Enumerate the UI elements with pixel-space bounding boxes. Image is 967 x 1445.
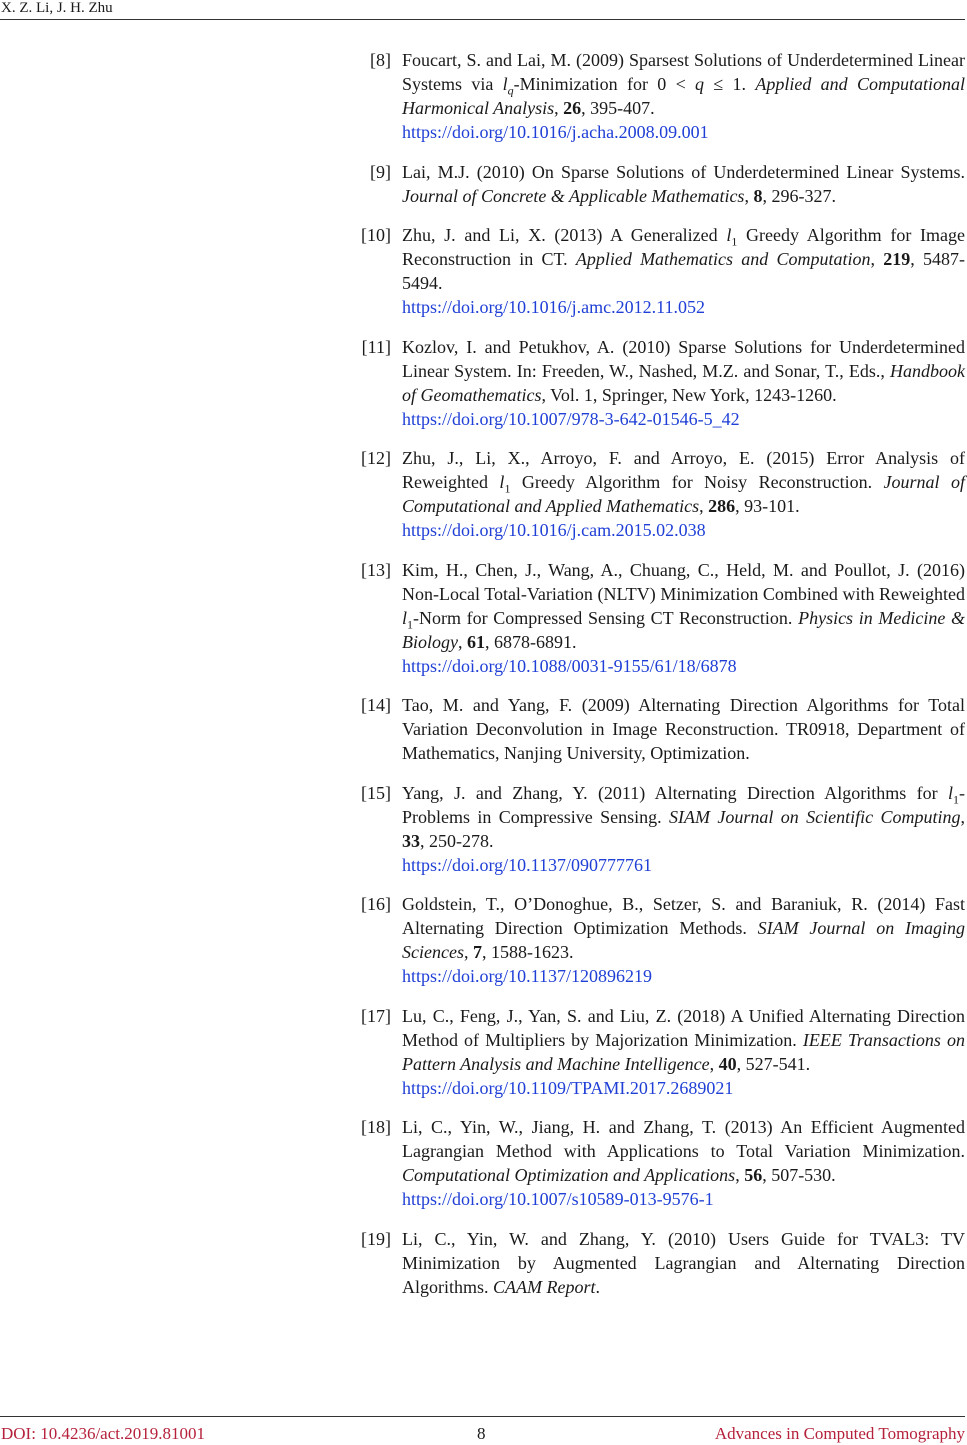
doi-link[interactable]: https://doi.org/10.1016/j.cam.2015.02.038 — [402, 520, 706, 540]
reference-journal: Applied and Computational Harmonical Analysis — [402, 74, 965, 118]
doi-link[interactable]: https://doi.org/10.1088/0031-9155/61/18/6878 — [402, 655, 737, 676]
reference-journal: Applied Mathematics and Computation — [575, 249, 871, 269]
running-head-authors: X. Z. Li, J. H. Zhu — [1, 0, 113, 16]
reference-journal: Journal of Computational and Applied Mathematics — [402, 472, 965, 516]
reference-body: Tao, M. and Yang, F. (2009) Alternating Direction Algorithms for Total Variation Deconvolution in Image Reconstruction. TR0918, Department of Mathematics, Nanjing University, Optimization. — [402, 695, 965, 763]
reference-body: Li, C., Yin, W., Jiang, H. and Zhang, T. (2013) An Efficient Augmented Lagrangian Method with Applications to Total Variation Minimization. Computational Optimization and Applications, 56, 507-530. — [402, 1117, 965, 1185]
reference-number: [14] — [361, 695, 391, 715]
doi-link[interactable]: https://doi.org/10.1016/j.acha.2008.09.001 — [402, 122, 709, 142]
reference-item — [360, 335, 965, 431]
reference-number: [11] — [361, 336, 391, 357]
running-head — [0, 0, 965, 20]
reference-journal: CAAM Report — [493, 1276, 596, 1297]
reference-number: [10] — [361, 225, 391, 245]
reference-item — [360, 446, 965, 542]
reference-number: [15] — [361, 782, 391, 803]
reference-body: Lai, M.J. (2010) On Sparse Solutions of Underdetermined Linear Systems. Journal of Concrete & Applicable Mathematics, 8, 296-327. — [402, 161, 965, 206]
reference-body: Kozlov, I. and Petukhov, A. (2010) Sparse Solutions for Underdetermined Linear System. In: Freeden, W., Nashed, M.Z. and Sonar, T., Eds., Handbook of Geomathematics, Vol. 1, Springer, New York, 1243-1260. — [402, 336, 965, 405]
reference-item — [360, 781, 965, 877]
reference-number: [18] — [361, 1117, 391, 1137]
reference-item — [360, 1004, 965, 1100]
reference-number: [17] — [361, 1005, 391, 1026]
reference-body: Lu, C., Feng, J., Yan, S. and Liu, Z. (2018) A Unified Alternating Direction Method of Multipliers by Majorization Minimization. IEEE Transactions on Pattern Analysis and Machine Intelligence, 40, 527-541. — [402, 1005, 965, 1074]
reference-volume: 8 — [753, 185, 763, 206]
reference-body: Foucart, S. and Lai, M. (2009) Sparsest Solutions of Underdetermined Linear Systems via $l_q$-Minimization for 0 < q ≤ 1. Applied and Computational Harmonical Analysis, 26, 395-407. — [402, 50, 965, 118]
footer-rule — [0, 1416, 965, 1417]
reference-volume: 219 — [883, 249, 911, 269]
reference-volume: 40 — [718, 1053, 737, 1074]
reference-volume: 61 — [467, 631, 485, 652]
reference-volume: 56 — [744, 1165, 763, 1185]
reference-body: Li, C., Yin, W. and Zhang, Y. (2010) Users Guide for TVAL3: TV Minimization by Augmented Lagrangian and Alternating Direction Algorithms. CAAM Report. — [402, 1228, 965, 1297]
reference-item — [360, 160, 965, 208]
reference-journal: IEEE Transactions on Pattern Analysis and Machine Intelligence — [402, 1029, 965, 1074]
reference-number: [12] — [361, 448, 391, 468]
reference-number: [9] — [370, 161, 391, 182]
reference-journal: Journal of Concrete & Applicable Mathematics — [402, 185, 745, 206]
reference-item — [360, 1115, 965, 1211]
reference-item — [360, 223, 965, 319]
reference-volume: 7 — [472, 942, 482, 962]
reference-body: Goldstein, T., O’Donoghue, B., Setzer, S. and Baraniuk, R. (2014) Fast Alternating Direction Optimization Methods. SIAM Journal on Imaging Sciences, 7, 1588-1623. — [402, 894, 965, 962]
reference-number: [16] — [361, 894, 391, 914]
doi-link[interactable]: https://doi.org/10.1007/s10589-013-9576-1 — [402, 1189, 714, 1209]
doi-link[interactable]: https://doi.org/10.1109/TPAMI.2017.2689021 — [402, 1077, 734, 1098]
footer-journal[interactable]: Advances in Computed Tomography — [714, 1424, 965, 1443]
reference-journal: Handbook of Geomathematics — [402, 360, 965, 405]
reference-body: Zhu, J. and Li, X. (2013) A Generalized $l_1$ Greedy Algorithm for Image Reconstruction in CT. Applied Mathematics and Computation, 219, 5487-5494. — [402, 225, 965, 293]
reference-item — [360, 1227, 965, 1299]
reference-journal: SIAM Journal on Scientific Computing — [669, 806, 961, 827]
reference-item — [360, 48, 965, 144]
reference-body: Kim, H., Chen, J., Wang, A., Chuang, C., Held, M. and Poullot, J. (2016) Non-Local Total-Variation (NLTV) Minimization Combined with Reweighted $l_1$-Norm for Compressed Sensing CT Reconstruction. Physics in Medicine & Biology, 61, 6878-6891. — [402, 559, 965, 652]
page-number: 8 — [477, 1424, 486, 1443]
doi-link[interactable]: https://doi.org/10.1016/j.amc.2012.11.052 — [402, 297, 705, 317]
reference-number: [13] — [361, 559, 391, 580]
reference-body: Zhu, J., Li, X., Arroyo, F. and Arroyo, E. (2015) Error Analysis of Reweighted $l_1$ Greedy Algorithm for Noisy Reconstruction. Journal of Computational and Applied Mathematics, 286, 93-101. — [402, 448, 965, 516]
reference-volume: 26 — [563, 98, 582, 118]
reference-journal: Computational Optimization and Applications — [402, 1165, 736, 1185]
reference-volume: 33 — [402, 830, 420, 851]
doi-link[interactable]: https://doi.org/10.1137/120896219 — [402, 966, 653, 986]
footer-doi[interactable]: DOI: 10.4236/act.2019.81001 — [1, 1424, 205, 1443]
reference-volume: 286 — [708, 496, 736, 516]
reference-item — [360, 892, 965, 988]
reference-journal: SIAM Journal on Imaging Sciences — [402, 918, 965, 962]
reference-list — [360, 48, 965, 1314]
doi-link[interactable]: https://doi.org/10.1137/090777761 — [402, 854, 653, 875]
reference-journal: Physics in Medicine & Biology — [402, 607, 965, 652]
reference-item — [360, 558, 965, 678]
reference-number: [8] — [370, 50, 391, 70]
reference-item — [360, 693, 965, 765]
reference-number: [19] — [361, 1228, 391, 1249]
doi-link[interactable]: https://doi.org/10.1007/978-3-642-01546-5_42 — [402, 408, 740, 429]
reference-body: Yang, J. and Zhang, Y. (2011) Alternating Direction Algorithms for $l_1$-Problems in Compressive Sensing. SIAM Journal on Scientific Computing, 33, 250-278. — [402, 782, 965, 851]
